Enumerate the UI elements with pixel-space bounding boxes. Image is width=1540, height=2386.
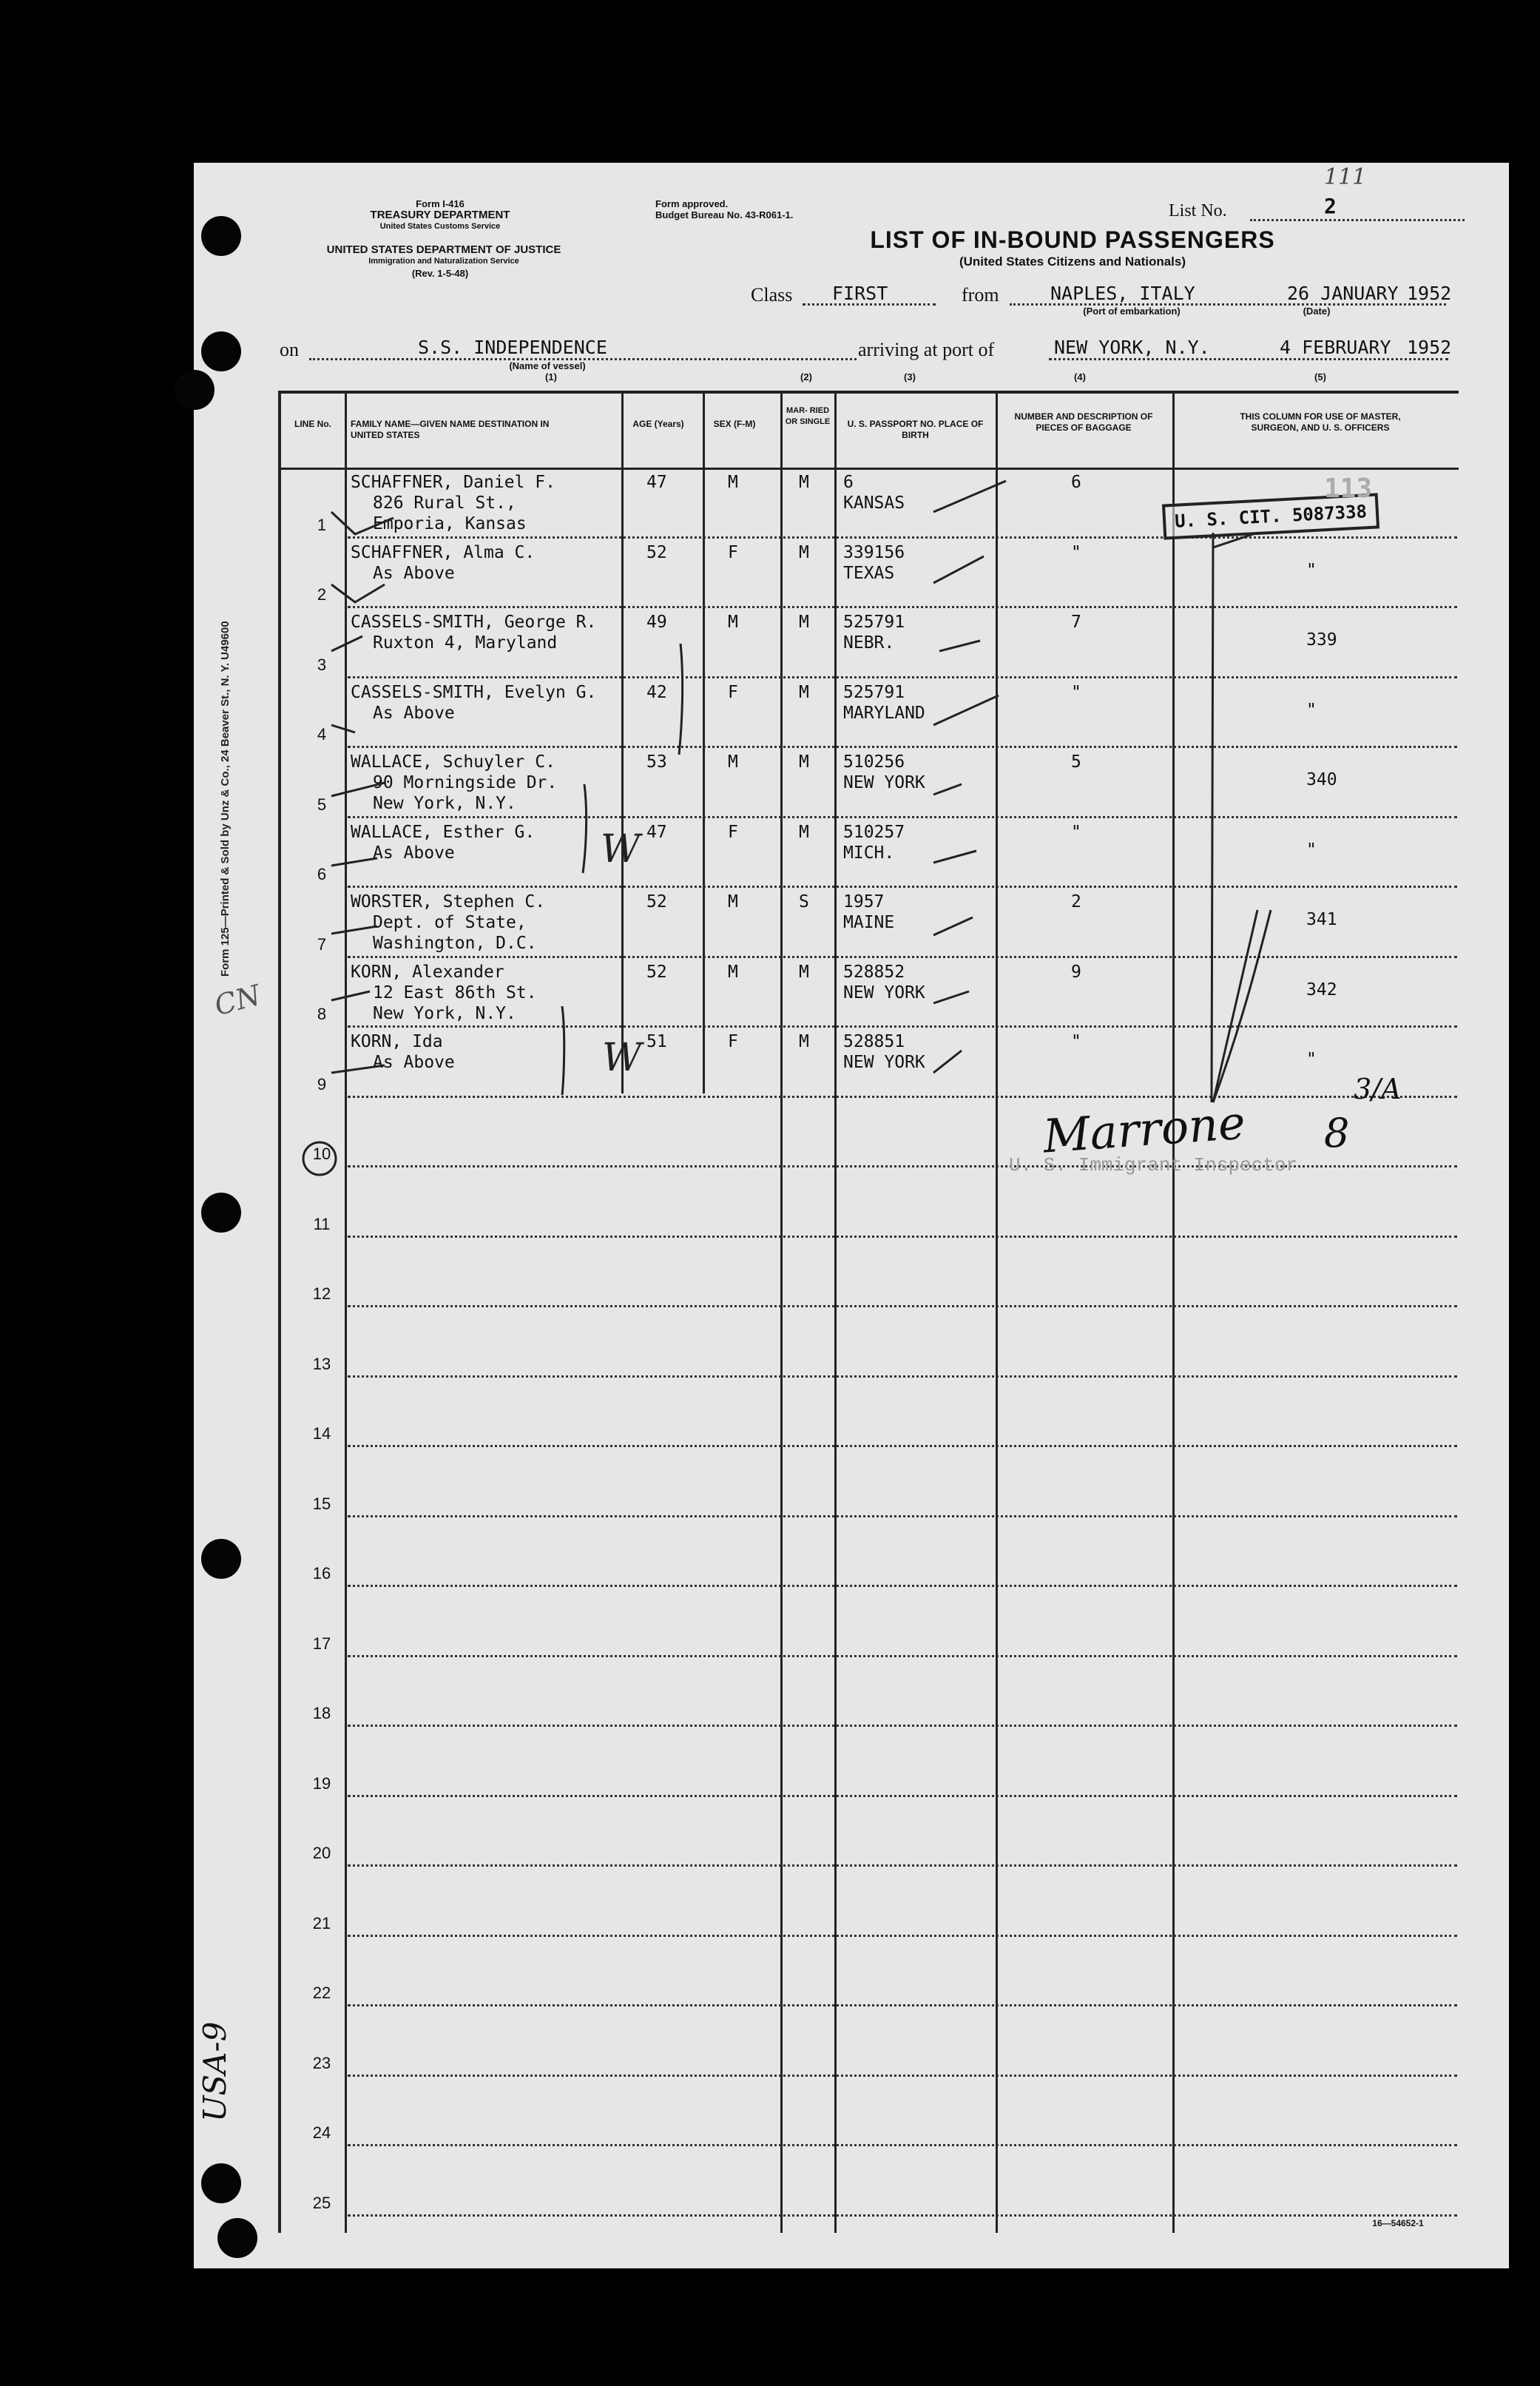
header-name: FAMILY NAME—GIVEN NAME DESTINATION IN UNITED STATES bbox=[351, 419, 550, 440]
stamp-number: 113 bbox=[1324, 474, 1373, 504]
passenger-address: Dept. of State, bbox=[373, 913, 527, 932]
place-of-birth: TEXAS bbox=[843, 563, 895, 583]
line-number: 1 bbox=[317, 515, 327, 534]
passport-number: 528851 bbox=[843, 1032, 905, 1051]
passenger-age: 47 bbox=[646, 473, 667, 492]
line-number: 14 bbox=[312, 1424, 331, 1443]
line-number: 13 bbox=[312, 1354, 331, 1373]
line-number: 22 bbox=[312, 1984, 331, 2002]
inspector-signature: Marrone bbox=[1041, 1095, 1247, 1164]
us-citizen-stamp: U. S. CIT. 5087338 bbox=[1162, 493, 1379, 539]
line-number: 5 bbox=[317, 795, 327, 814]
passenger-age: 52 bbox=[646, 542, 667, 562]
list-no-label: List No. bbox=[1169, 201, 1227, 220]
passenger-name: KORN, Alexander bbox=[351, 962, 504, 982]
port-caption: (Port of embarkation) bbox=[1083, 306, 1181, 317]
line-number: 17 bbox=[312, 1634, 331, 1653]
line-number: 8 bbox=[317, 1005, 327, 1023]
passenger-age: 49 bbox=[646, 613, 667, 632]
passenger-age: 51 bbox=[646, 1032, 667, 1051]
officer-note: 340 bbox=[1306, 770, 1337, 789]
line-number: 21 bbox=[312, 1913, 331, 1932]
header-sex: SEX (F-M) bbox=[713, 419, 756, 429]
passenger-name: CASSELS-SMITH, Evelyn G. bbox=[351, 682, 597, 702]
form-footer-code: 16—54652-1 bbox=[1372, 2218, 1424, 2228]
officer-note: " bbox=[1306, 700, 1317, 720]
line-number: 2 bbox=[317, 585, 327, 604]
line-number: 25 bbox=[312, 2193, 331, 2212]
line-number: 16 bbox=[312, 1564, 331, 1583]
top-handwritten-mark: 111 bbox=[1324, 164, 1367, 190]
passenger-name: WORSTER, Stephen C. bbox=[351, 892, 546, 911]
marital-status: S bbox=[799, 892, 809, 911]
passenger-age: 53 bbox=[646, 752, 667, 772]
page-subtitle: (United States Citizens and Nationals) bbox=[959, 255, 1186, 269]
passenger-address: 90 Morningside Dr. bbox=[373, 773, 558, 792]
line-number: 7 bbox=[317, 934, 327, 954]
ins-service: Immigration and Naturalization Service bbox=[368, 257, 519, 266]
customs-service: United States Customs Service bbox=[379, 222, 501, 231]
baggage-count: " bbox=[1071, 1032, 1081, 1051]
from-port: NAPLES, ITALY bbox=[1050, 283, 1195, 304]
baggage-count: 9 bbox=[1071, 962, 1081, 982]
passenger-sex: F bbox=[728, 682, 738, 702]
officer-note: " bbox=[1306, 560, 1317, 580]
place-of-birth: MAINE bbox=[843, 913, 895, 932]
col-number: (5) bbox=[1314, 371, 1326, 382]
passenger-name: KORN, Ida bbox=[351, 1032, 443, 1051]
passenger-name: SCHAFFNER, Daniel F. bbox=[351, 473, 555, 492]
col-number: (1) bbox=[545, 371, 557, 382]
on-label: on bbox=[280, 339, 299, 360]
passenger-sex: F bbox=[728, 822, 738, 842]
officer-note: 342 bbox=[1306, 980, 1337, 1000]
passenger-address: 12 East 86th St. bbox=[373, 983, 537, 1002]
baggage-count: " bbox=[1071, 822, 1081, 842]
justice-dept: UNITED STATES DEPARTMENT OF JUSTICE bbox=[326, 243, 561, 256]
arrival-port: NEW YORK, N.Y. bbox=[1054, 337, 1210, 358]
header-age: AGE (Years) bbox=[632, 419, 684, 429]
marital-status: M bbox=[799, 1032, 809, 1051]
passenger-name: SCHAFFNER, Alma C. bbox=[351, 542, 536, 562]
passport-number: 1957 bbox=[843, 892, 885, 911]
passenger-address: As Above bbox=[373, 703, 455, 723]
inspector-caption: U. S. Immigrant Inspector bbox=[1009, 1154, 1298, 1176]
officer-note: 341 bbox=[1306, 910, 1337, 929]
line-number: 19 bbox=[312, 1773, 331, 1793]
passport-number: 525791 bbox=[843, 682, 905, 702]
baggage-count: 6 bbox=[1071, 473, 1081, 492]
passenger-address-2: Emporia, Kansas bbox=[373, 514, 527, 533]
line-number: 20 bbox=[312, 1844, 331, 1862]
passenger-age: 42 bbox=[646, 682, 667, 702]
tally-fraction: 3/A bbox=[1354, 1073, 1402, 1105]
vessel-name: S.S. INDEPENDENCE bbox=[418, 337, 607, 358]
line-number: 24 bbox=[312, 2123, 331, 2142]
marital-status: M bbox=[799, 613, 809, 632]
passenger-age: 52 bbox=[646, 892, 667, 911]
vessel-caption: (Name of vessel) bbox=[509, 360, 586, 371]
passenger-address: As Above bbox=[373, 563, 455, 583]
col-number: (2) bbox=[800, 371, 812, 382]
passenger-sex: M bbox=[728, 473, 738, 492]
arriving-label: arriving at port of bbox=[858, 339, 995, 360]
marital-status: M bbox=[799, 752, 809, 772]
passport-number: 339156 bbox=[843, 542, 905, 562]
list-no-value: 2 bbox=[1324, 194, 1337, 218]
arrival-year: 1952 bbox=[1407, 337, 1452, 358]
form-approved: Form approved. bbox=[655, 198, 729, 209]
passenger-address-2: New York, N.Y. bbox=[373, 794, 516, 813]
header-line-no: LINE No. bbox=[294, 419, 331, 429]
baggage-count: 7 bbox=[1071, 613, 1081, 632]
header-baggage: NUMBER AND DESCRIPTION OF PIECES OF BAGGAGE bbox=[1014, 411, 1153, 433]
line-number: 15 bbox=[312, 1494, 331, 1513]
passenger-name: WALLACE, Esther G. bbox=[351, 822, 536, 842]
baggage-count: 5 bbox=[1071, 752, 1081, 772]
officer-note: " bbox=[1306, 1050, 1317, 1069]
line-number: 4 bbox=[317, 725, 327, 744]
class-label: Class bbox=[751, 284, 793, 306]
passenger-sex: M bbox=[728, 613, 738, 632]
line-number: 9 bbox=[317, 1074, 327, 1093]
place-of-birth: KANSAS bbox=[843, 493, 905, 513]
line-number: 3 bbox=[317, 655, 327, 674]
passenger-name: CASSELS-SMITH, George R. bbox=[351, 613, 597, 632]
passenger-address-2: New York, N.Y. bbox=[373, 1003, 516, 1023]
line-number: 6 bbox=[317, 865, 327, 883]
arrival-date: 4 FEBRUARY bbox=[1280, 337, 1391, 358]
officer-note: 339 bbox=[1306, 630, 1337, 650]
baggage-count: " bbox=[1071, 542, 1081, 562]
page-title: LIST OF IN-BOUND PASSENGERS bbox=[870, 226, 1275, 253]
printer-imprint: Form 125—Printed & Sold by Unz & Co., 24 Beaver St., N. Y. U49600 bbox=[219, 621, 232, 977]
passport-number: 510257 bbox=[843, 822, 905, 842]
baggage-count: 2 bbox=[1071, 892, 1081, 911]
departure-year: 1952 bbox=[1407, 283, 1452, 304]
passport-number: 6 bbox=[843, 473, 854, 492]
line-number: 18 bbox=[312, 1704, 331, 1722]
place-of-birth: NEW YORK bbox=[843, 983, 925, 1002]
place-of-birth: NEW YORK bbox=[843, 773, 925, 792]
revision: (Rev. 1-5-48) bbox=[411, 268, 469, 279]
tally-number: 8 bbox=[1324, 1110, 1350, 1156]
treasury-dept: TREASURY DEPARTMENT bbox=[370, 209, 510, 221]
baggage-count: " bbox=[1071, 682, 1081, 702]
line-number: 23 bbox=[312, 2053, 331, 2072]
marital-status: M bbox=[799, 962, 809, 982]
passport-number: 528852 bbox=[843, 962, 905, 982]
usa-note: USA-9 bbox=[197, 2021, 233, 2122]
marital-status: M bbox=[799, 542, 809, 562]
col-number: (4) bbox=[1074, 371, 1086, 382]
form-number: Form I-416 bbox=[416, 198, 465, 209]
departure-date: 26 JANUARY bbox=[1287, 283, 1399, 304]
marital-status: M bbox=[799, 682, 809, 702]
place-of-birth: NEW YORK bbox=[843, 1053, 925, 1072]
line-number: 12 bbox=[312, 1284, 331, 1303]
date-caption: (Date) bbox=[1303, 306, 1331, 317]
passenger-sex: F bbox=[728, 1032, 738, 1051]
place-of-birth: MARYLAND bbox=[843, 703, 925, 723]
passenger-age: 52 bbox=[646, 962, 667, 982]
passenger-address: 826 Rural St., bbox=[373, 493, 516, 513]
marital-status: M bbox=[799, 822, 809, 842]
passenger-name: WALLACE, Schuyler C. bbox=[351, 752, 555, 772]
passenger-address-2: Washington, D.C. bbox=[373, 934, 537, 953]
passenger-sex: M bbox=[728, 892, 738, 911]
place-of-birth: NEBR. bbox=[843, 633, 895, 653]
passport-number: 525791 bbox=[843, 613, 905, 632]
line-number: 10 bbox=[312, 1145, 331, 1163]
header-passport: U. S. PASSPORT NO. PLACE OF BIRTH bbox=[847, 419, 984, 440]
passenger-address: Ruxton 4, Maryland bbox=[373, 633, 558, 653]
line-number: 11 bbox=[313, 1214, 331, 1233]
passenger-age: 47 bbox=[646, 822, 667, 842]
passport-number: 510256 bbox=[843, 752, 905, 772]
handwritten-w: W bbox=[601, 827, 641, 872]
header-married: MAR- RIED OR SINGLE bbox=[785, 406, 831, 426]
margin-note: CN bbox=[211, 978, 264, 1022]
col-number: (3) bbox=[904, 371, 916, 382]
class-value: FIRST bbox=[832, 283, 888, 304]
passenger-address: As Above bbox=[373, 1053, 455, 1072]
place-of-birth: MICH. bbox=[843, 843, 895, 863]
from-label: from bbox=[962, 284, 999, 306]
passenger-sex: F bbox=[728, 542, 738, 562]
budget-bureau: Budget Bureau No. 43-R061-1. bbox=[655, 209, 794, 220]
marital-status: M bbox=[799, 473, 809, 492]
header-officers: THIS COLUMN FOR USE OF MASTER, SURGEON, AND U. S. OFFICERS bbox=[1240, 411, 1401, 433]
passenger-address: As Above bbox=[373, 843, 455, 863]
officer-note: " bbox=[1306, 840, 1317, 860]
passenger-sex: M bbox=[728, 962, 738, 982]
passenger-sex: M bbox=[728, 752, 738, 772]
handwritten-w: W bbox=[602, 1036, 642, 1080]
